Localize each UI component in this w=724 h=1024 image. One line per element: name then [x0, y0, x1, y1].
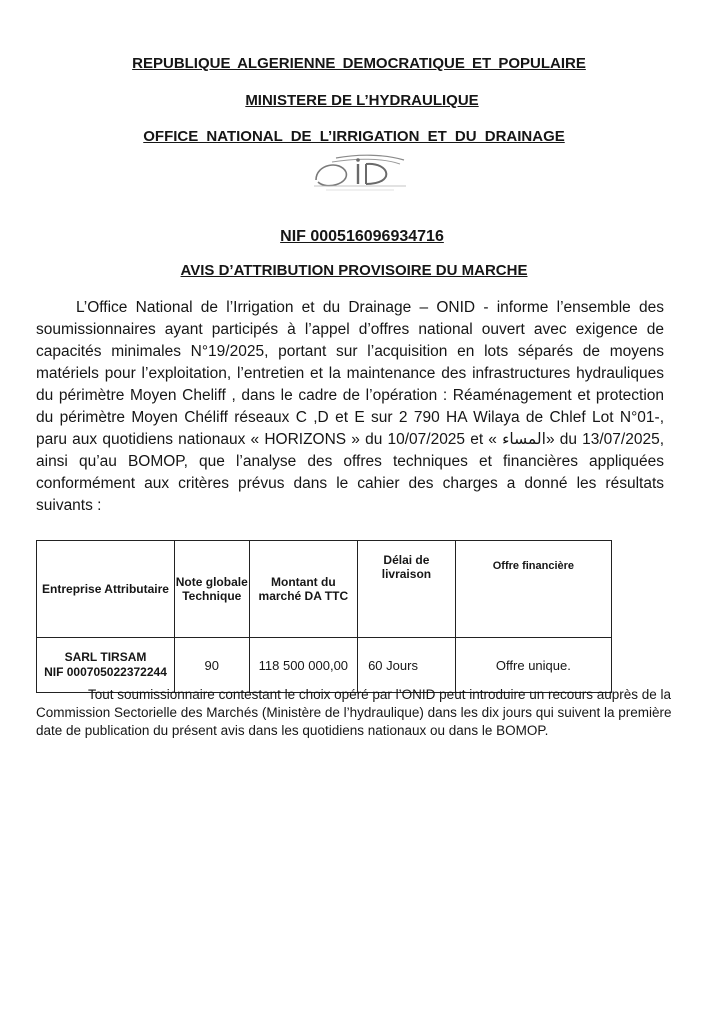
- cell-entreprise: [37, 638, 175, 693]
- table-row: [37, 638, 612, 693]
- cell-delai: 60 Jours: [358, 638, 456, 693]
- col-delai: Délai de livraison: [358, 541, 456, 638]
- table-header-row: [37, 541, 612, 638]
- recours-paragraph: Tout soumissionnaire contestant le choix opéré par l’ONID peut introduire un recours auprès de la Commission Sectorielle des Marchés (Ministère de l’hydraulique) dans les dix jours qui suivent la première date de publication du présent avis dans les quotidiens nationaux ou dans le BOMOP.: [36, 687, 672, 738]
- header-republique: REPUBLIQUE ALGERIENNE DEMOCRATIQUE ET POPULAIRE: [132, 55, 586, 72]
- col-note: Note globale Technique: [174, 541, 249, 638]
- cell-montant: 118 500 000,00: [249, 638, 358, 693]
- entreprise-name: SARL TIRSAM: [64, 650, 147, 664]
- results-table: [36, 540, 612, 693]
- header-ministere: MINISTERE DE L’HYDRAULIQUE: [245, 92, 479, 109]
- avis-title: AVIS D’ATTRIBUTION PROVISOIRE DU MARCHE: [180, 262, 528, 279]
- onid-logo: [306, 152, 414, 194]
- cell-offre: Offre unique.: [455, 638, 611, 693]
- header-office: OFFICE NATIONAL DE L’IRRIGATION ET DU DRAINAGE: [143, 128, 565, 145]
- cell-note: 90: [174, 638, 249, 693]
- col-entreprise: Entreprise Attributaire: [37, 541, 175, 638]
- col-offre: Offre financière: [455, 541, 611, 638]
- intro-paragraph: L’Office National de l’Irrigation et du Drainage – ONID - informe l’ensemble des soumissionnaires ayant participés à l’appel d’offres national ouvert avec exigence de capacités minimales N°19/2025, portant sur l’acquisition en lots séparés de moyens matériels pour l’exploitation, l’entretien et la maintenance des infrastructures hydrauliques du périmètre Moyen Cheliff , dans le cadre de l’opération : Réaménagement et protection du périmètre Moyen Chéliff réseaux C ,D et E sur 2 790 HA Wilaya de Chlef Lot N°01-, paru aux quotidiens nationaux « HORIZONS » du 10/07/2025 et « المساء» du 13/07/2025, ainsi qu’au BOMOP, que l’analyse des offres techniques et financières appliquées conformément aux critères prévus dans le cahier des charges a donné les résultats suivants :: [36, 299, 665, 514]
- entreprise-nif: NIF 000705022372244: [44, 665, 167, 679]
- col-montant: Montant du marché DA TTC: [249, 541, 358, 638]
- nif-number: NIF 000516096934716: [280, 228, 444, 245]
